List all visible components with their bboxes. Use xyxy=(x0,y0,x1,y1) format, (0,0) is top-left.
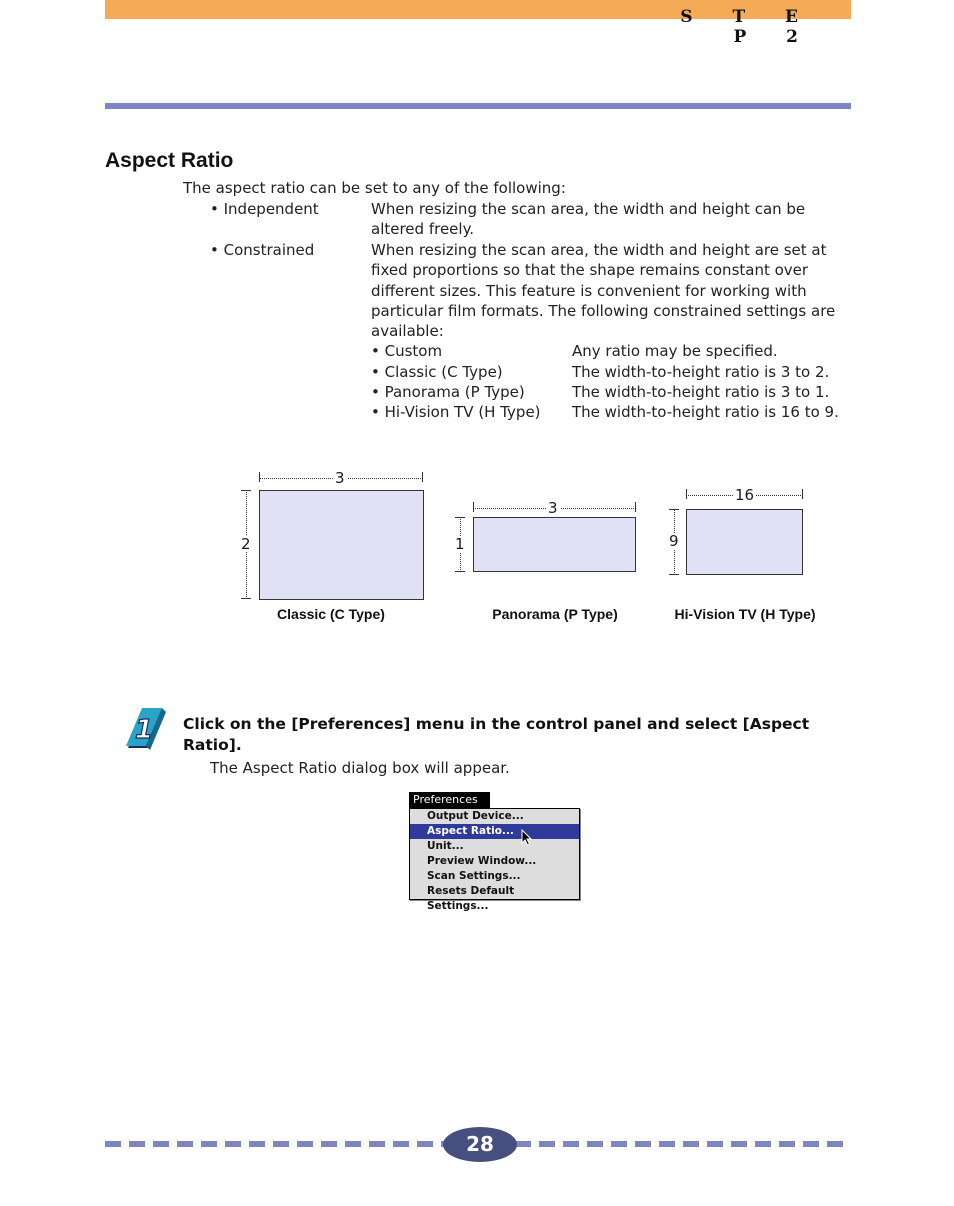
hivision-caption: Hi-Vision TV (H Type) xyxy=(674,606,816,622)
footer-dashed-line-right xyxy=(515,1141,851,1147)
panorama-width-label: 3 xyxy=(548,499,558,517)
hivision-width-tick-left xyxy=(686,489,687,499)
classic-height-label: 2 xyxy=(241,535,251,553)
panorama-width-tick-right xyxy=(635,502,636,512)
option-desc-independent: When resizing the scan area, the width and height can be altered freely. xyxy=(371,200,806,239)
section-title: Aspect Ratio xyxy=(105,149,234,172)
setting-label-panorama: • Panorama (P Type) xyxy=(371,383,525,401)
panorama-width-tick-left xyxy=(473,502,474,512)
setting-desc-custom: Any ratio may be specified. xyxy=(572,342,778,360)
setting-desc-panorama: The width-to-height ratio is 3 to 1. xyxy=(572,383,830,401)
option-desc-constrained: When resizing the scan area, the width and height are set at fixed proportions so that the shape remains constant over different sizes. This feature is convenient for working with particular film formats. The following constrained settings are available: xyxy=(371,241,836,341)
page-number: 28 xyxy=(443,1127,517,1162)
section-rule xyxy=(105,103,851,109)
setting-desc-classic: The width-to-height ratio is 3 to 2. xyxy=(572,363,830,381)
hivision-ratio-box xyxy=(686,509,803,575)
setting-label-custom: • Custom xyxy=(371,342,443,360)
mouse-pointer-icon xyxy=(521,829,533,847)
menu-item-preview-window[interactable]: Preview Window... xyxy=(427,855,537,867)
step-instruction: Click on the [Preferences] menu in the control panel and select [Aspect Ratio]. xyxy=(183,715,810,754)
hivision-width-label: 16 xyxy=(735,486,755,504)
step-note: The Aspect Ratio dialog box will appear. xyxy=(210,759,510,777)
setting-desc-hivision: The width-to-height ratio is 16 to 9. xyxy=(572,403,839,421)
classic-width-tick-left xyxy=(259,472,260,482)
classic-width-label: 3 xyxy=(335,469,345,487)
menu-item-unit[interactable]: Unit... xyxy=(427,840,464,852)
option-label-independent: • Independent xyxy=(210,200,319,218)
hivision-width-tick-right xyxy=(802,489,803,499)
panorama-caption: Panorama (P Type) xyxy=(492,606,618,622)
setting-label-classic: • Classic (C Type) xyxy=(371,363,503,381)
classic-width-tick-right xyxy=(422,472,423,482)
setting-label-hivision: • Hi-Vision TV (H Type) xyxy=(371,403,541,421)
panorama-ratio-box xyxy=(473,517,636,572)
preferences-menu-title[interactable]: Preferences xyxy=(409,792,490,808)
step-number: 1 xyxy=(134,715,154,745)
intro-text: The aspect ratio can be set to any of the following: xyxy=(183,179,566,197)
step-label: S T E P 2 xyxy=(680,7,815,47)
preferences-menu xyxy=(409,808,580,912)
menu-item-aspect-ratio[interactable]: Aspect Ratio... xyxy=(410,824,579,839)
step-number-badge xyxy=(124,704,176,752)
footer-dashed-line-left xyxy=(105,1141,445,1147)
hivision-height-label: 9 xyxy=(669,532,679,550)
menu-item-output-device[interactable]: Output Device... xyxy=(427,810,524,822)
menu-item-scan-settings[interactable]: Scan Settings... xyxy=(427,870,521,882)
menu-item-resets-default-settings[interactable]: Resets Default Settings... xyxy=(427,885,515,912)
panorama-height-label: 1 xyxy=(455,535,465,553)
classic-caption: Classic (C Type) xyxy=(277,606,385,622)
option-label-constrained: • Constrained xyxy=(210,241,315,259)
classic-ratio-box xyxy=(259,490,424,600)
